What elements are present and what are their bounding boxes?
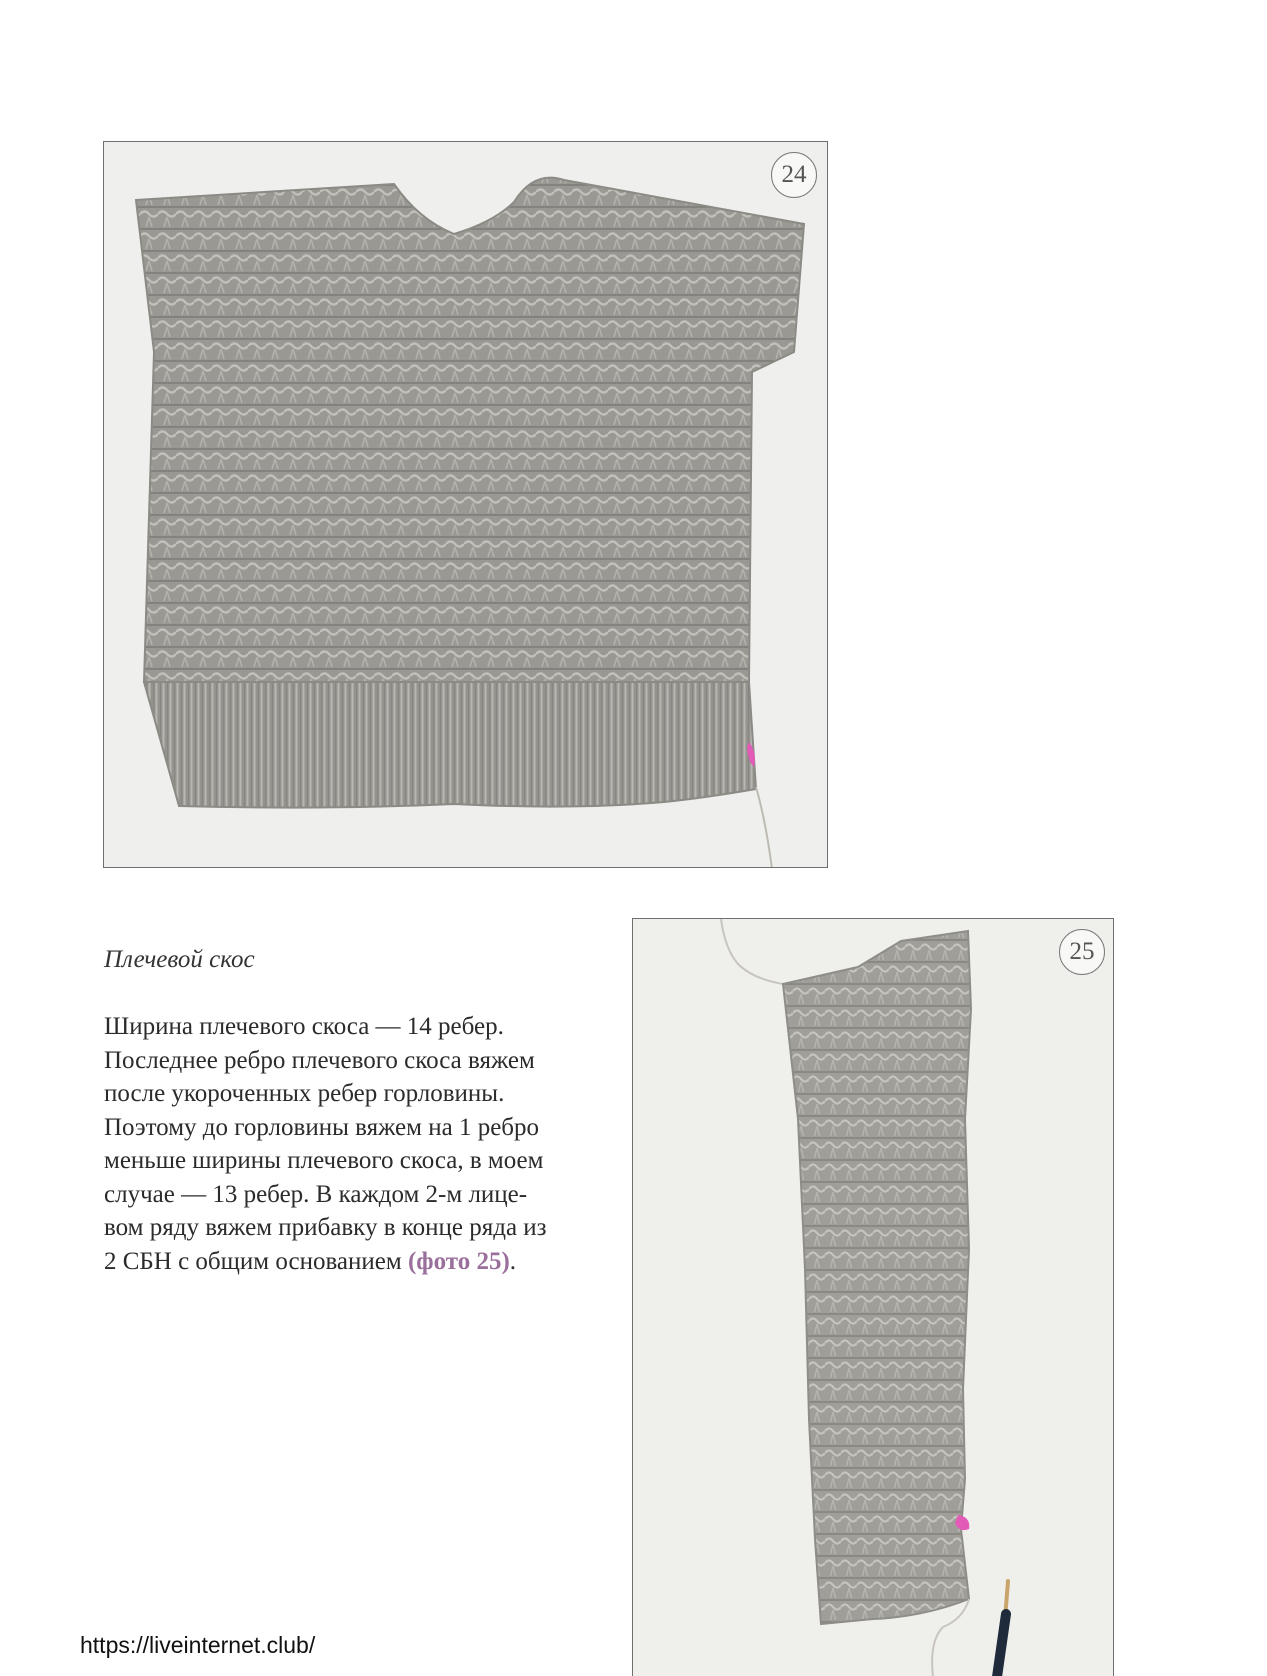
paragraph-line: Последнее ребро плечевого скоса вяжем [104,1046,535,1074]
paragraph-line: случае — 13 ребер. В каждом 2-м лице- [104,1180,528,1208]
paragraph-line: Ширина плечевого скоса — 14 ребер. [104,1013,504,1040]
photo-number-badge: 25 [1059,929,1105,975]
knit-strip-illustration [633,919,1114,1676]
paragraph-line: Поэтому до горловины вяжем на 1 ребро [104,1113,540,1141]
last-line-text: 2 СБН с общим основанием [104,1247,408,1275]
paragraph-line: вом ряду вяжем прибавку в конце ряда из [104,1214,547,1241]
photo-reference: (фото 25) [407,1247,510,1275]
instruction-paragraph [104,1010,624,1278]
section-subheading: Плечевой скос [104,946,255,973]
knit-panel-illustration [104,142,828,868]
knit-ribbing [144,682,756,808]
last-line-suffix: . [509,1247,517,1275]
source-url-link[interactable]: https://liveinternet.club/ [80,1632,316,1658]
photo-24-knitted-panel [103,141,828,868]
knit-body [136,178,804,682]
photo-25-shoulder-strip [632,918,1114,1676]
paragraph-last-line [104,1245,624,1279]
photo-number-badge: 24 [771,152,817,198]
paragraph-line: после укороченных ребер горловины. [104,1080,505,1107]
paragraph-line: меньше ширины плечевого скоса, в моем [104,1147,544,1174]
